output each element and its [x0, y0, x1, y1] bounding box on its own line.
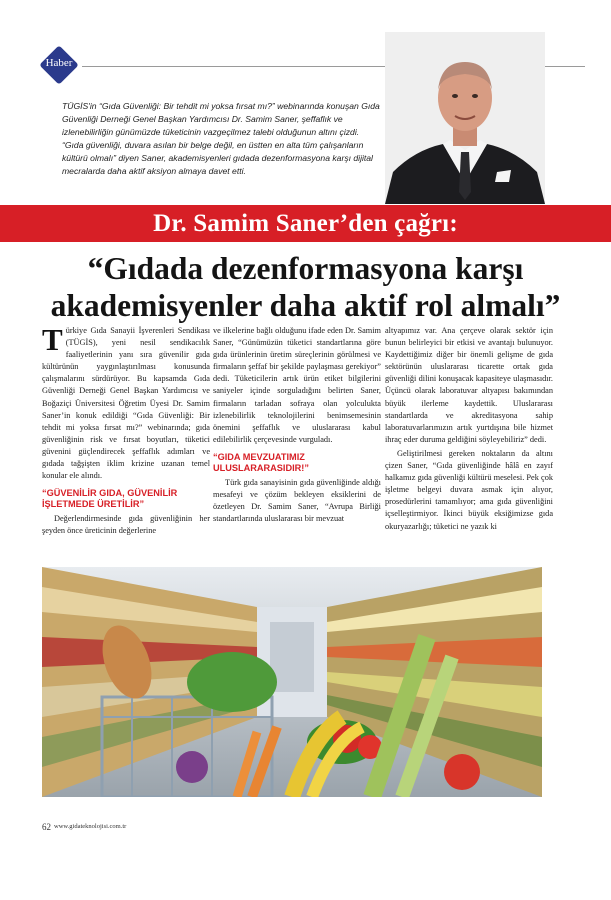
column-2-paragraph-1: ve ilkelerine bağlı olduğunu ifade eden Dr. Samim Saner, “Günümüzün tüketici standartlarına göre gıda ürünlerinin üretim süreçlerinin görülmesi ve firmaların şeffaf bir şekilde paylaşması gerekiyor” dedi. Tüketicilerin artık ürün etiket bilgilerini saniyeler içinde sorguladığını belirten Saner, firmaların tarladan sofraya olan yolculukta izlenebilirlik teknolojilerini benimsemesinin önemini şeffaflık ve uluslararası kabul edilebilirlik çerçevesinde vurguladı.: [213, 326, 381, 444]
portrait-illustration: [385, 32, 545, 204]
article-headline: “Gıdada dezenformasyona karşı akademisyenler daha aktif rol almalı”: [50, 251, 561, 323]
column-1-paragraph-1-text: ürkiye Gıda Sanayii İşverenleri Sendikası (TÜGİS), yeni nesil sendikacılık faaliyetlerinin yanı sıra güvenilir gıda kültürünün yaygınlaştırılması konusunda çalışmalarını sürdürüyor. Bu kapsamda Gıda Güvenliği Derneği Genel Başkan Yardımcısı ve Boğaziçi Üniversitesi Öğretim Üyesi Dr. Samim Saner’in konuk edildiği “Gıda Güvenliği: Bir tehdit mi yoksa fırsat mı?” webinarında; gıda güvenliğinin risk ve fırsat boyutları, tüketici güvenini güçlendirecek şeffaflık adımları ve gıdada tağşişten iklim krizine uzanan temel konular ele alındı.: [42, 326, 210, 481]
portrait-photo: [385, 32, 545, 204]
footer-url: www.gidateknolojisi.com.tr: [54, 823, 127, 830]
subheading-1: “GÜVENİLİR GIDA, GÜVENİLİR İŞLETMEDE ÜRETİLİR”: [42, 488, 178, 510]
article-column-3: [385, 325, 553, 533]
section-badge: [40, 46, 78, 84]
page-number: 62: [42, 822, 51, 832]
column-1-paragraph-2: Değerlendirmesinde gıda güvenliğinin her şeyden önce üreticinin değerlerine: [42, 514, 210, 536]
banner-title: Dr. Samim Saner’den çağrı:: [153, 210, 458, 237]
column-3-paragraph-2: Geliştirilmesi gereken noktaların da altını çizen Saner, “Gıda güvenliğinde hâlâ en zayıf halkamız gıda güvenliği kültürü meselesi. Pek çok işletme belgeyi duvara asmak için alıyor, prosedürlerini tamamlıyor; ama gıda güvenliğini içselleştirmiyor. İkinci büyük eksiğimizse gıda okuryazarlığı; tüketici ne yazık ki: [385, 448, 553, 531]
dropcap: T: [42, 322, 63, 357]
subheading-2: “GIDA MEVZUATIMIZ ULUSLARARASIDIR!”: [213, 451, 309, 473]
column-1-paragraph-1: [42, 322, 210, 482]
section-label: Haber: [45, 57, 73, 69]
column-3-paragraph-1: altyapımız var. Ana çerçeve olarak sektör için bunun belirleyici bir etkisi ve avantajı bulunuyor. Kaydettiğimiz diğer bir önemli gelişme de gıda sektörünün uluslararası ticarette ortak gıda güvenliği dilini konuşacak kapasiteye ulaşmasıdır. Üçüncü olarak laboratuvar altyapısı bakımından büyük ilerleme kaydettik. Uluslararası standartlarda ve akreditasyona sahip laboratuvarlarımızın artık yurtdışına bile hizmet ihraç eder duruma geldiğini söyleyebiliriz” dedi.: [385, 326, 553, 444]
header-rule: [82, 66, 387, 67]
supermarket-photo: [42, 567, 542, 797]
article-column-2: [213, 325, 381, 525]
title-banner: [0, 205, 611, 242]
column-2-paragraph-2: Türk gıda sanayisinin gıda güvenliğinde aldığı mesafeyi ve çözüm bekleyen eksiklerini de özetleyen Dr. Samim Saner, “Avrupa Birliği standartlarında uluslararası bir mevzuat: [213, 477, 381, 524]
lead-paragraph: TÜGİS'in “Gıda Güvenliği: Bir tehdit mi yoksa fırsat mı?” webinarında konuşan Gıda Güvenliği Derneği Genel Başkan Yardımcısı Dr. Samim Saner, şeffaflık ve izlenebilirliğin günümüzde tüketicinin vazgeçilmez talebi olduğunun altını çizdi. “Gıda güvenliği, duvara asılan bir belge değil, en üstten en alta tüm çalışanların kültürü olmalı” diyen Saner, akademisyenleri gıdada dezenformasyona karşı dijital mecralarda daha aktif aksiyon almaya davet etti.: [62, 101, 380, 177]
supermarket-illustration: [42, 567, 542, 797]
article-column-1: [42, 322, 210, 537]
header-rule-right: [545, 66, 585, 67]
